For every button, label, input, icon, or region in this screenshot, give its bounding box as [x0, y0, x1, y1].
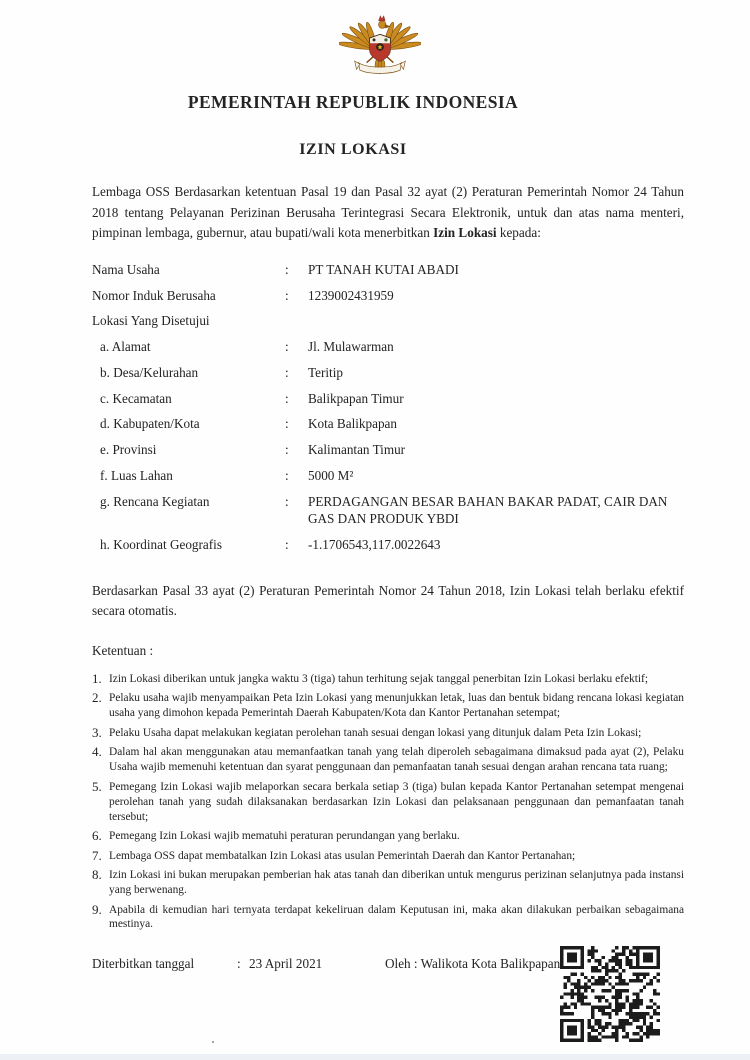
scan-speck — [212, 1041, 214, 1043]
condition-number: 6. — [92, 828, 102, 844]
field-colon: : — [285, 468, 289, 484]
list-item — [92, 903, 684, 933]
condition-number: 2. — [92, 690, 102, 706]
condition-text: Pemegang Izin Lokasi wajib mematuhi peraturan perundangan yang berlaku. — [109, 830, 460, 843]
condition-number: 7. — [92, 847, 102, 863]
field-label: f. Luas Lahan — [100, 468, 173, 484]
field-label: h. Koordinat Geografis — [100, 537, 222, 553]
list-item — [92, 726, 684, 741]
intro-paragraph — [92, 182, 684, 244]
condition-text: Dalam hal akan menggunakan atau memanfaatkan tanah yang telah diperoleh sebagaimana dimaksud pada ayat (2), Pelaku Usaha wajib memenuhi ketentuan dan syarat penggunaan dan pemanfaatan tanah sesuai dengan arahan rencana tata ruang; — [109, 746, 684, 774]
condition-number: 3. — [92, 724, 102, 740]
effective-note: Berdasarkan Pasal 33 ayat (2) Peraturan Pemerintah Nomor 24 Tahun 2018, Izin Lokasi telah berlaku efektif secara otomatis. — [92, 582, 684, 619]
conditions-heading: Ketentuan : — [92, 642, 154, 658]
intro-text-start: Lembaga OSS Berdasarkan ketentuan Pasal 19 dan Pasal 32 ayat (2) Peraturan Pemerintah Nomor 24 Tahun 2018 tentang Pelayanan Perizinan Berusaha Terintegrasi Secara Elektronik, untuk dan atas nama menteri, pimpinan lembaga, gubernur, atau bupati/wali kota menerbitkan — [92, 184, 684, 241]
field-row-nib — [92, 287, 684, 305]
issued-colon: : — [237, 956, 241, 972]
list-item — [92, 780, 684, 825]
permit-fields — [92, 261, 684, 554]
field-row-koordinat — [92, 536, 684, 554]
issued-by: Oleh : Walikota Kota Balikpapan — [385, 956, 561, 972]
list-item — [92, 829, 684, 844]
condition-number: 8. — [92, 867, 102, 883]
condition-text: Izin Lokasi ini bukan merupakan pemberian hak atas tanah dan diberikan untuk mengurus perizinan selanjutnya pada instansi yang berwenang. — [109, 869, 684, 896]
field-row-nama-usaha — [92, 261, 684, 279]
list-item — [92, 745, 684, 775]
field-label: Lokasi Yang Disetujui — [92, 313, 210, 329]
qr-code — [560, 946, 660, 1042]
condition-text: Lembaga OSS dapat membatalkan Izin Lokasi atas usulan Pemerintah Daerah dan Kantor Pertanahan; — [109, 849, 576, 862]
issued-date-value: 23 April 2021 — [249, 956, 323, 972]
field-value: Balikpapan Timur — [308, 390, 404, 406]
field-row-kabupaten — [92, 415, 684, 433]
condition-text: Pelaku Usaha dapat melakukan kegiatan perolehan tanah sesuai dengan lokasi yang ditunjuk dalam Peta Izin Lokasi; — [109, 726, 642, 739]
field-colon: : — [285, 493, 289, 509]
list-item — [92, 849, 684, 864]
condition-number: 1. — [92, 670, 102, 686]
field-label: a. Alamat — [100, 339, 151, 355]
page-title: IZIN LOKASI — [299, 141, 407, 158]
field-colon — [285, 312, 308, 330]
list-item — [92, 672, 684, 687]
field-label: e. Provinsi — [100, 442, 157, 458]
field-row-rencana-kegiatan — [92, 493, 684, 528]
field-label: g. Rencana Kegiatan — [100, 493, 210, 509]
field-colon: : — [285, 537, 289, 553]
field-value: Kota Balikpapan — [308, 416, 397, 432]
field-colon: : — [285, 416, 289, 432]
field-colon: : — [285, 261, 289, 277]
field-label: Nama Usaha — [92, 261, 160, 277]
issued-date-label: Diterbitkan tanggal — [92, 956, 195, 972]
government-title: PEMERINTAH REPUBLIK INDONESIA — [187, 92, 519, 112]
field-colon: : — [285, 287, 289, 303]
intro-text-end: kepada: — [496, 225, 541, 241]
field-value: PERDAGANGAN BESAR BAHAN BAKAR PADAT, CAIR DAN GAS DAN PRODUK YBDI — [308, 493, 668, 527]
condition-number: 5. — [92, 778, 102, 794]
scan-edge-strip — [0, 1054, 750, 1060]
field-label: b. Desa/Kelurahan — [100, 364, 199, 380]
field-value: Kalimantan Timur — [308, 442, 406, 458]
field-value: Jl. Mulawarman — [308, 339, 394, 355]
list-item — [92, 691, 684, 721]
field-row-lokasi-heading — [92, 312, 684, 330]
condition-text: Pemegang Izin Lokasi wajib melaporkan secara berkala setiap 3 (tiga) bulan kepada Kantor Pertanahan setempat mengenai perolehan tanah yang sudah dilaksanakan berdasarkan Izin Lokasi dan pelaksanaan penggunaan dan pemanfaatan tanah tersebut; — [109, 780, 684, 823]
condition-number: 4. — [92, 744, 102, 760]
field-colon: : — [285, 339, 289, 355]
field-label: d. Kabupaten/Kota — [100, 416, 200, 432]
condition-number: 9. — [92, 901, 102, 917]
field-row-luas-lahan — [92, 467, 684, 485]
field-value: PT TANAH KUTAI ABADI — [308, 261, 459, 277]
document-body — [0, 182, 750, 972]
field-row-kecamatan — [92, 390, 684, 408]
field-row-desa — [92, 364, 684, 382]
garuda-pancasila-emblem — [339, 5, 421, 77]
list-item — [92, 868, 684, 898]
condition-text: Izin Lokasi diberikan untuk jangka waktu 3 (tiga) tahun terhitung sejak tanggal penerbitan Izin Lokasi berlaku efektif; — [109, 672, 648, 685]
field-value: 5000 M² — [308, 468, 354, 484]
field-row-alamat — [92, 338, 684, 356]
field-value: 1239002431959 — [308, 287, 394, 303]
field-label: c. Kecamatan — [100, 390, 172, 406]
document-header — [0, 92, 750, 159]
field-colon: : — [285, 390, 289, 406]
intro-bold-term: Izin Lokasi — [433, 225, 497, 241]
condition-text: Apabila di kemudian hari ternyata terdapat kekeliruan dalam Keputusan ini, maka akan dilakukan perbaikan sebagaimana mestinya. — [109, 903, 684, 931]
field-colon: : — [285, 364, 289, 380]
field-value: Teritip — [308, 364, 343, 380]
field-value: -1.1706543,117.0022643 — [308, 537, 441, 553]
field-row-provinsi — [92, 441, 684, 459]
field-label: Nomor Induk Berusaha — [92, 287, 216, 303]
conditions-list — [92, 672, 684, 932]
condition-text: Pelaku usaha wajib menyampaikan Peta Izin Lokasi yang menunjukkan letak, luas dan bentuk bidang rencana lokasi kegiatan usaha yang dimohon kepada Pemerintah Daerah Kabupaten/Kota dan Kantor Pertanahan setempat; — [109, 692, 684, 720]
field-colon: : — [285, 442, 289, 458]
field-value — [308, 312, 684, 330]
emblem-container — [0, 0, 750, 82]
